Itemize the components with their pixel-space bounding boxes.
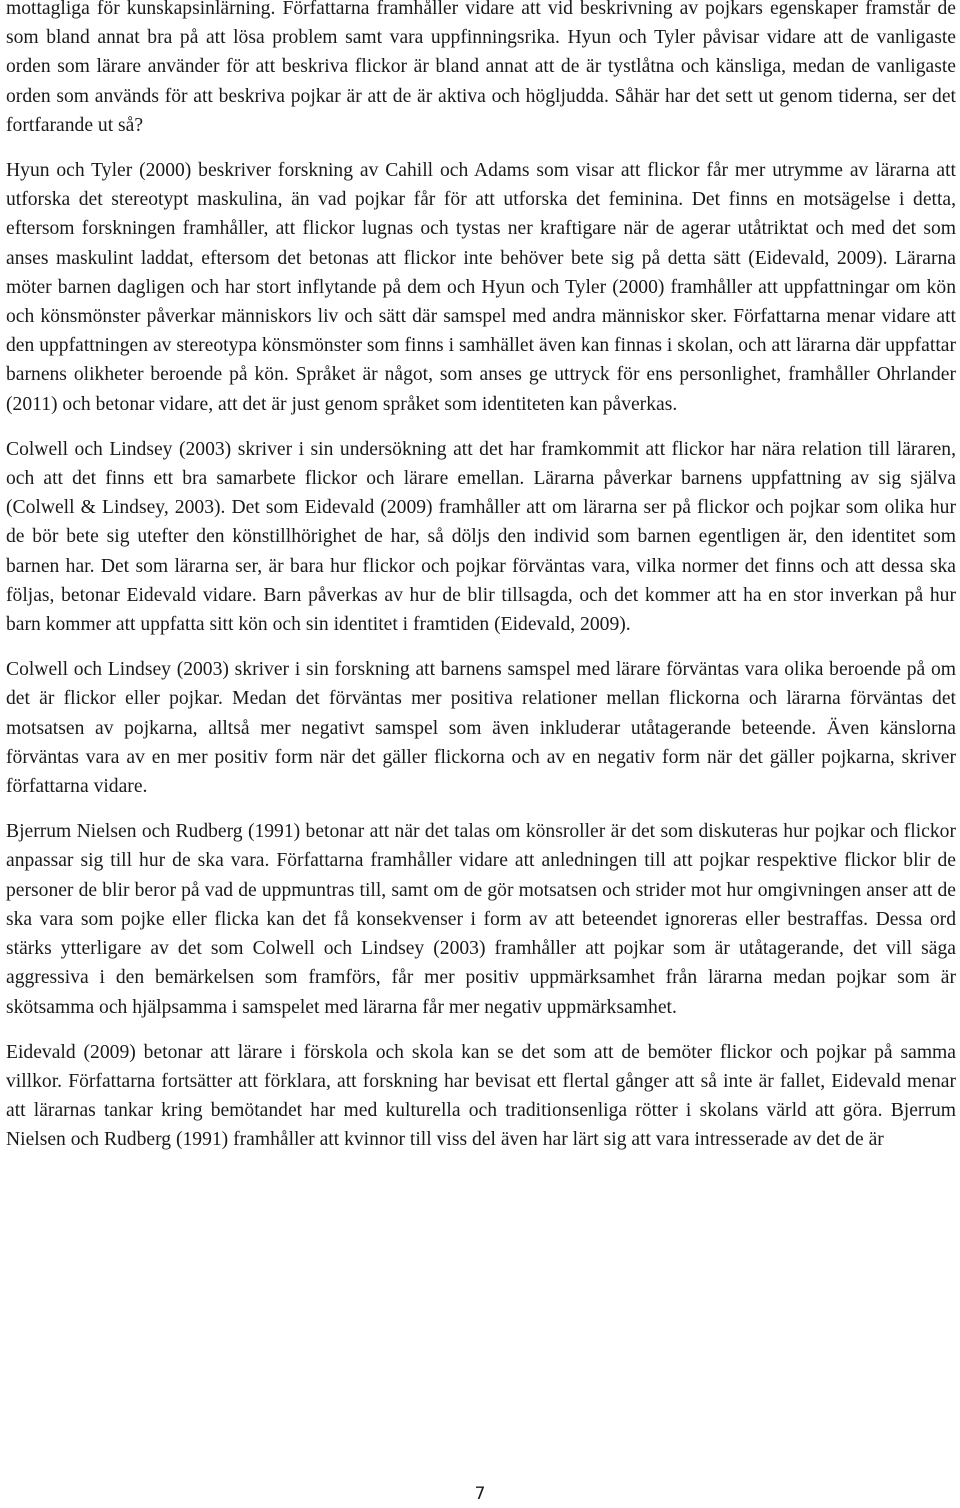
paragraph-5: Bjerrum Nielsen och Rudberg (1991) betonar att när det talas om könsroller är det som diskuteras hur pojkar och flickor anpassar sig till hur de ska vara. Författarna framhåller vidare att anledningen till att pojkar respektive flickor blir de personer de blir beror på vad de uppmuntras till, samt om de gör motsatsen och strider mot hur omgivningen anser att de ska vara som pojke eller flicka kan det få konsekvenser i form av att beteendet ignoreras eller bestraffas. Dessa ord stärks ytterligare av det som Colwell och Lindsey (2003) framhåller att pojkar som är utåtagerande, det vill säga aggressiva i den bemärkelsen som framförs, får mer positiv uppmärksamhet från lärarna medan pojkar som är skötsamma och hjälpsamma i samspelet med lärarna får mer negativ uppmärksamhet. bbox=[6, 821, 956, 1018]
paragraph-1: mottagliga för kunskapsinlärning. Författarna framhåller vidare att vid beskrivning av pojkars egenskaper framstår de som bland annat bra på att lösa problem samt vara uppfinningsrika. Hyun och Tyler påvisar vidare att de vanligaste orden som lärare använder för att beskriva flickor är bland annat att de är tystlåtna och känsliga, medan de vanligaste orden som används för att beskriva pojkar är att de är aktiva och högljudda. Såhär har det sett ut genom tiderna, ser det fortfarande ut så? bbox=[6, 0, 956, 136]
paragraph-2: Hyun och Tyler (2000) beskriver forskning av Cahill och Adams som visar att flickor får mer utrymme av lärarna att utforska det stereotypt maskulina, än vad pojkar får för att utforska det feminina. Det finns en motsägelse i detta, eftersom forskningen framhåller, att flickor lugnas och tystas ner kraftigare när de agerar utåtriktat och med det som anses maskulint laddat, eftersom det betonas att flickor inte behöver bete sig på detta sätt (Eidevald, 2009). Lärarna möter barnen dagligen och har stort inflytande på dem och Hyun och Tyler (2000) framhåller att uppfattningar om kön och könsmönster påverkar människors liv och sätt där samspel med andra människor sker. Författarna menar vidare att den uppfattningen av stereotypa könsmönster som finns i samhället även kan finnas i skolan, och att lärarna där uppfattar barnens olikheter beroende på kön. Språket är något, som anses ge uttryck för ens personlighet, framhåller Ohrlander (2011) och betonar vidare, att det är just genom språket som identiteten kan påverkas. bbox=[6, 160, 956, 415]
paragraph-3: Colwell och Lindsey (2003) skriver i sin undersökning att det har framkommit att flickor har nära relation till läraren, och att det finns ett bra samarbete flickor och lärare emellan. Lärarna påverkar barnens uppfattning av sig själva (Colwell & Lindsey, 2003). Det som Eidevald (2009) framhåller att om lärarna ser på flickor och pojkar som olika hur de bör bete sig utefter den könstillhörighet de har, så döljs den individ som barnen egentligen är, den identitet som barnen har. Det som lärarna ser, är bara hur flickor och pojkar förväntas vara, vilka normer det finns och att dessa ska följas, betonar Eidevald vidare. Barn påverkas av hur de blir tillsagda, och det kommer att ha en stor inverkan på hur barn kommer att uppfatta sitt kön och sin identitet i framtiden (Eidevald, 2009). bbox=[6, 438, 956, 636]
document-page bbox=[6, 0, 956, 1171]
page-number: 7 bbox=[474, 1484, 486, 1504]
paragraph-4: Colwell och Lindsey (2003) skriver i sin forskning att barnens samspel med lärare förväntas vara olika beroende på om det är flickor eller pojkar. Medan det förväntas mer positiva relationer mellan flickorna och lärarna förväntas det motsatsen av pojkarna, alltså mer negativt samspel som även inkluderar utåtagerande beteende. Även känslorna förväntas vara av en mer positiv form när det gäller flickorna och av en negativ form när det gäller pojkarna, skriver författarna vidare. bbox=[6, 659, 956, 798]
paragraph-6: Eidevald (2009) betonar att lärare i förskola och skola kan se det som att de bemöter flickor och pojkar på samma villkor. Författarna fortsätter att förklara, att forskning har bevisat ett flertal gånger att så inte är fallet, Eidevald menar att lärarnas tankar kring bemötandet har med kulturella och traditionsenliga rötter i skolans värld att göra. Bjerrum Nielsen och Rudberg (1991) framhåller att kvinnor till viss del även har lärt sig att vara intresserade av det de är bbox=[6, 1041, 956, 1151]
